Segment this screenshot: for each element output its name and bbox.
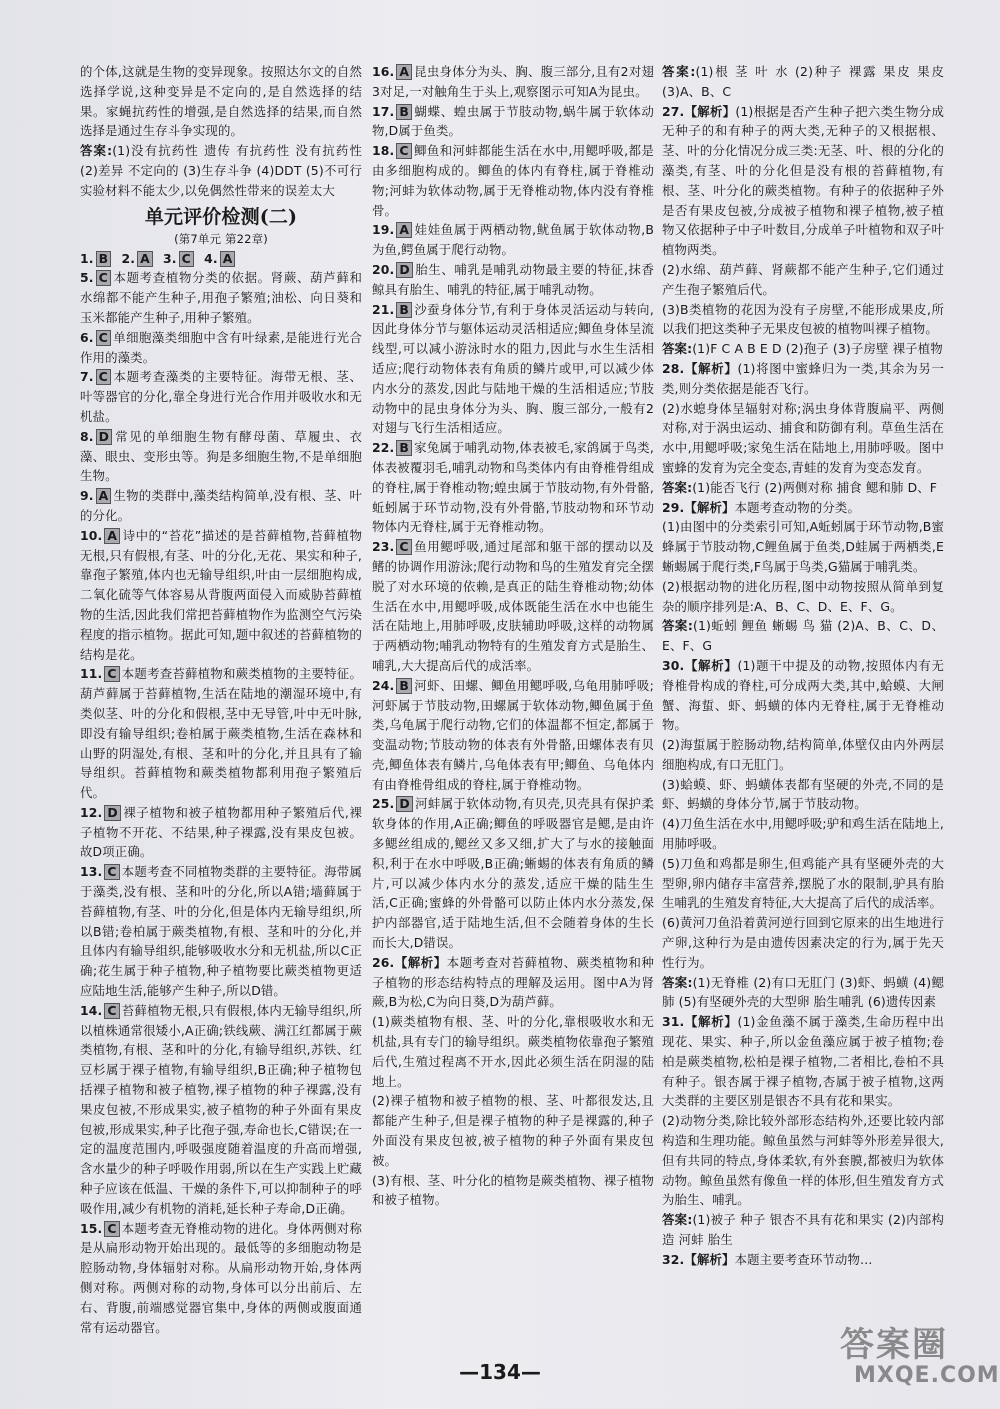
- question-24: 24. B 河虾、田螺、鲫鱼用鳃呼吸,乌龟用肺呼吸;河虾属于节肢动物,田螺属于软体动物,鲫鱼属于鱼类,乌龟属于爬行动物,它们的体温都不恒定,都属于变温动物;节肢动物的体表有外骨骼,田螺体表有贝壳,鲫鱼体表有鳞片,乌龟体表有甲;鲫鱼、乌龟体内有由脊椎骨组成的脊柱,属于脊椎动物。: [372, 677, 654, 792]
- answer-box: C: [96, 330, 111, 346]
- answer-row-1-4: 1. B 2. A 3. C 4. A: [80, 249, 362, 269]
- question-22: 22. B 家兔属于哺乳动物,体表被毛,家鸽属于鸟类,体表被覆羽毛,哺乳动物和鸟类体内有由脊椎骨组成的脊柱,属于脊椎动物;蝗虫属于节肢动物,有外骨骼,蚯蚓属于环节动物,没有外骨骼,节肢动物和环节动物体内无脊柱,属于无脊椎动物。: [372, 440, 654, 535]
- question-29-answer: 答案:(1)蚯蚓 鲤鱼 蜥蜴 鸟 猫 (2)A、B、C、D、E、F、G: [662, 618, 945, 654]
- question-27-part: (2)水绵、葫芦藓、肾蕨都不能产生种子,它们通过产生孢子繁殖后代。: [662, 261, 944, 297]
- answer-box: C: [179, 251, 194, 267]
- question-26-part: (3)有根、茎、叶分化的植物是蕨类植物、裸子植物和被子植物。: [372, 1172, 654, 1208]
- answer-box: B: [396, 302, 412, 318]
- question-28-part: (2)水螅身体呈辐射对称;涡虫身体背腹扁平、两侧对称,对于涡虫运动、捕食和防御有利。草鱼生活在水中,用鳃呼吸;家兔生活在陆地上,用肺呼吸。图中蜜蜂的发育为完全变态,青蛙的发育为变态发育。: [662, 400, 944, 475]
- question-28: 28.【解析】(1)将图中蜜蜂归为一类,其余为另一类,则分类依据是能否飞行。: [662, 360, 944, 396]
- question-31-part: (2)动物分类,除比较外部形态结构外,还要比较内部构造和生理功能。鲸鱼虽然与河蚌等外形差异很大,但有共同的特点,身体柔软,有外套膜,都被归为软体动物。鲸鱼虽然有像鱼一样的体形,但生殖发育方式为胎生、哺乳。: [662, 1113, 944, 1208]
- question-21: 21. B 沙蚕身体分节,有利于身体灵活运动与转向,因此身体分节与躯体运动灵活相适应;鲫鱼身体呈流线型,可以减小游泳时水的阻力,因此与水生生活相适应;爬行动物体表有角质的鳞片或甲,可以减少体内水分的蒸发,因此与陆地干燥的生活相适应;节肢动物中的昆虫身体分为头、胸、腹三部分,一般有2对翅与飞行生活相适应。: [372, 301, 654, 436]
- question-29-part: (1)由图中的分类索引可知,A蚯蚓属于环节动物,B蜜蜂属于节肢动物,C鲤鱼属于鱼类,D蛙属于两栖类,E蜥蜴属于爬行类,F鸟属于鸟类,G猫属于哺乳类。: [662, 519, 944, 574]
- answer-box: C: [104, 666, 119, 682]
- question-25: 25. D 河蚌属于软体动物,有贝壳,贝壳具有保护柔软身体的作用,A正确;鲫鱼的呼吸器官是鳃,是由许多鳃丝组成的,鳃丝又多又细,扩大了与水的接触面积,利于在水中呼吸,B正确;蜥蜴的体表有角质的鳞片,可以减少体内水分的蒸发,适应干燥的陆生生活,C正确;蜜蜂的外骨骼可以防止体内水分蒸发,保护内部器官,适于陆地生活,但不会随着身体的生长而长大,D错误。: [372, 796, 654, 951]
- question-27: 27.【解析】(1)根据是否产生种子把六类生物分成无种子的和有种子的两大类,无种子的又根据根、茎、叶的分化情况分成三类:无茎、叶、根的分化的藻类,有茎、叶的分化但是没有根的苔藓植物,有根、茎、叶分化的蕨类植物。有种子的依据种子外是否有果皮包被,分成被子植物和裸子植物,被子植物又依据种子中子叶数目,分成单子叶植物和双子叶植物两类。: [662, 103, 944, 258]
- answer-box: C: [104, 864, 119, 880]
- answer-box: C: [396, 143, 411, 159]
- question-26-part: (1)蕨类植物有根、茎、叶的分化,靠根吸收水和无机盐,具有专门的输导组织。蕨类植物依靠孢子繁殖后代,生殖过程离不开水,因此必须生活在阴湿的陆地上。: [372, 1014, 654, 1089]
- answer-box: B: [396, 678, 412, 694]
- question-8: 8. D 常见的单细胞生物有酵母菌、草履虫、衣藻、眼虫、变形虫等。狗是多细胞生物,不是单细胞生物。: [80, 428, 362, 484]
- question-10: 10. A 诗中的“苔花”描述的是苔藓植物,苔藓植物无根,只有假根,有茎、叶的分化,无花、果实和种子,靠孢子繁殖,体内也无输导组织,叶由一层细胞构成,二氧化硫等气体容易从背腹两面侵入而威胁苔藓植物的生活,因此我们常把苔藓植物作为监测空气污染程度的指示植物。据此可知,题中叙述的苔藓植物的结构是花。: [80, 527, 362, 662]
- section-title: 单元评价检测(二): [144, 205, 298, 228]
- question-20: 20. D 胎生、哺乳是哺乳动物最主要的特征,抹香鲸具有胎生、哺乳的特征,属于哺乳动物。: [372, 261, 654, 297]
- answer-box: B: [396, 440, 412, 456]
- watermark-text: 答案圈: [840, 1325, 948, 1365]
- column-right: [662, 62, 944, 1270]
- question-32: 32.【解析】本题主要考查环节动物…: [662, 1251, 873, 1267]
- answer-box: D: [96, 429, 112, 445]
- question-31: 31.【解析】(1)金鱼藻不属于藻类,生命历程中出现花、果实、种子,所以金鱼藻应属于被子植物;卷柏是蕨类植物,松柏是裸子植物,二者相比,卷柏不具有种子。银杏属于裸子植物,杏属于被子植物,这两大类群的主要区别是银杏不具有花和果实。: [662, 1014, 944, 1109]
- answer-box: D: [396, 262, 412, 278]
- column-middle: [372, 62, 654, 1210]
- question-26-answer: 答案:(1)根 茎 叶 水 (2)种子 裸露 果皮 果皮 (3)A、B、C: [662, 64, 944, 99]
- question-13: 13. C 本题考查不同植物类群的主要特征。海带属于藻类,没有根、茎和叶的分化,所以A错;墙藓属于苔藓植物,有茎、叶的分化,但是体内无输导组织,所以B错;卷柏属于蕨类植物,有根、茎和叶的分化,并且体内有输导组织,能够吸收水分和无机盐,所以C正确;花生属于种子植物,种子植物要比蕨类植物更适应陆地生活,能够产生种子,所以D错。: [80, 864, 362, 999]
- question-23: 23. C 鱼用鳃呼吸,通过尾部和躯干部的摆动以及鳍的协调作用游泳;爬行动物和鸟的生殖发育完全摆脱了对水环境的依赖,是真正的陆生脊椎动物;幼体生活在水中,用鳃呼吸,成体既能生活在水中也能生活在陆地上,用肺呼吸,皮肤辅助呼吸,这样的动物属于两栖动物;哺乳动物特有的生殖发育方式是胎生、哺乳,大大提高后代的成活率。: [372, 539, 654, 673]
- question-9: 9. A 生物的类群中,藻类结构简单,没有根、茎、叶的分化。: [80, 488, 362, 523]
- question-26: 26.【解析】本题考查对苔藓植物、蕨类植物和种子植物的形态结构特点的理解及运用。图中A为肾蕨,B为松,C为向日葵,D为葫芦藓。: [372, 954, 654, 1010]
- question-30-part: (2)海蜇属于腔肠动物,结构简单,体壁仅由内外两层细胞构成,有口无肛门。: [662, 737, 944, 772]
- question-7: 7. C 本题考查藻类的主要特征。海带无根、茎、叶等器官的分化,靠全身进行光合作用并吸收水和无机盐。: [80, 369, 362, 424]
- question-29: 29.【解析】本题考查动物的分类。: [662, 499, 860, 515]
- question-30: 30.【解析】(1)题干中提及的动物,按照体内有无脊椎骨构成的脊柱,可分成两大类,其中,蛤蟆、大闸蟹、海蜇、虾、蚂蟥的体内无脊柱,属于无脊椎动物。: [662, 657, 944, 733]
- question-30-part: (6)黄河刀鱼沿着黄河逆行回到它原来的出生地进行产卵,这种行为是由遗传因素决定的行为,属于先天性行为。: [662, 915, 944, 970]
- question-17: 17. B 蝴蝶、蝗虫属于节肢动物,蜗牛属于软体动物,D属于鱼类。: [372, 103, 654, 139]
- answer-box: B: [96, 251, 112, 267]
- answer-box: A: [96, 488, 112, 504]
- answer-box: B: [396, 104, 412, 120]
- question-16: 16. A 昆虫身体分为头、胸、腹三部分,且有2对翅3对足,一对触角生于头上,观察图示可知A为昆虫。: [372, 64, 654, 99]
- question-15: 15. C 本题考查无脊椎动物的进化。身体两侧对称是从扁形动物开始出现的。最低等的多细胞动物是腔肠动物,身体辐射对称。从扁形动物开始,身体两侧对称。两侧对称的动物,身体可以分出前后、左右、背腹,前端感觉器官集中,身体的两侧或腹面通常有运动器官。: [80, 1220, 362, 1335]
- answer-box: D: [104, 805, 120, 821]
- answer-box: D: [396, 796, 412, 812]
- answer-box: C: [96, 369, 111, 385]
- carryover-answer: 答案:(1)没有抗药性 遗传 有抗药性 没有抗药性 (2)差异 不定向的 (3)生存斗争 (4)DDT (5)不可行 实验材料不能太少,以免偶然性带来的误差太大: [80, 143, 363, 198]
- answer-box: A: [396, 64, 412, 80]
- question-31-answer: 答案:(1)被子 种子 银杏不具有花和果实 (2)内部构造 河蚌 胎生: [662, 1212, 944, 1248]
- section-subtitle: (第7单元 第22章): [174, 231, 268, 246]
- answer-box: A: [396, 222, 412, 238]
- question-30-answer: 答案:(1)无脊椎 (2)有口无肛门 (3)虾、蚂蟥 (4)鳃 肺 (5)有坚硬外壳的大型卵 胎生哺乳 (6)遗传因素: [662, 974, 944, 1010]
- answer-box: A: [220, 251, 236, 267]
- answer-box: C: [104, 1221, 119, 1237]
- question-28-answer: 答案:(1)能否飞行 (2)两侧对称 捕食 鳃和肺 D、F: [662, 479, 938, 495]
- question-27-part: (3)B类植物的花因为没有子房壁,不能形成果皮,所以我们把这类种子无果皮包被的植物叫裸子植物。: [662, 301, 944, 337]
- question-30-part: (5)刀鱼和鸡都是卵生,但鸡能产具有坚硬外壳的大型卵,卵内储存丰富营养,摆脱了水的限制,驴具有胎生哺乳的生殖发育特征,大大提高了后代的成活率。: [662, 855, 944, 911]
- question-5: 5. C 本题考查植物分类的依据。肾蕨、葫芦藓和水绵都不能产生种子,用孢子繁殖;油松、向日葵和玉米都能产生种子,用种子繁殖。: [80, 270, 362, 325]
- answer-box: A: [137, 251, 153, 267]
- question-30-part: (4)刀鱼生活在水中,用鳃呼吸;驴和鸡生活在陆地上,用肺呼吸。: [662, 816, 944, 852]
- question-6: 6. C 单细胞藻类细胞中含有叶绿素,是能进行光合作用的藻类。: [80, 329, 362, 365]
- question-30-part: (3)蛤蟆、虾、蚂蟥体表都有坚硬的外壳,不同的是虾、蚂蟥的身体分节,属于节肢动物。: [662, 776, 944, 812]
- answer-box: C: [96, 270, 111, 286]
- question-29-part: (2)根据动物的进化历程,图中动物按照从简单到复杂的顺序排列是:A、B、C、D、E、F、G。: [662, 578, 944, 614]
- answer-box: C: [104, 1003, 119, 1019]
- question-11: 11. C 本题考查苔藓植物和蕨类植物的主要特征。葫芦藓属于苔藓植物,生活在陆地的潮湿环境中,有类似茎、叶的分化和假根,茎中无导管,叶中无叶脉,即没有输导组织;卷柏属于蕨类植物,生活在森林和山野的阴湿处,有根、茎和叶的分化,并且具有了输导组织。苔藓植物和蕨类植物都利用孢子繁殖后代。: [80, 666, 362, 801]
- question-19: 19. A 娃娃鱼属于两栖动物,鱿鱼属于软体动物,B为鱼,鳄鱼属于爬行动物。: [372, 222, 654, 258]
- page-number: —134—: [459, 1360, 541, 1384]
- watermark-url: MXQE.COM: [854, 1363, 1000, 1388]
- watermark-logo: [834, 1311, 1000, 1399]
- column-left: [80, 62, 362, 1337]
- answer-box: C: [396, 539, 411, 555]
- carryover-paragraph: 的个体,这就是生物的变异现象。按照达尔文的自然选择学说,这种变异是不定向的,是自然选择的结果。家蝇抗药性的增强,是自然选择的结果,而自然选择是通过生存斗争实现的。: [80, 64, 362, 139]
- question-18: 18. C 鲫鱼和河蚌都能生活在水中,用鳃呼吸,都是由多细胞构成的。鲫鱼的体内有脊柱,属于脊椎动物;河蚌为软体动物,属于无脊椎动物,体内没有脊椎骨。: [372, 143, 654, 218]
- question-26-part: (2)裸子植物和被子植物的根、茎、叶都很发达,且都能产生种子,但是裸子植物的种子是裸露的,种子外面没有果皮包被,被子植物的种子外面有果皮包被。: [372, 1093, 654, 1168]
- question-14: 14. C 苔藓植物无根,只有假根,体内无输导组织,所以植株通常很矮小,A正确;铁线蕨、满江红都属于蕨类植物,有根、茎和叶的分化,有输导组织,苏铁、红豆杉属于裸子植物,有输导组织,B正确;种子植物包括裸子植物和被子植物,裸子植物的种子裸露,没有果皮包被,不形成果实,被子植物的种子外面有果皮包被,形成果实,种子比孢子强,寿命也长,C错误;在一定的温度范围内,呼吸强度随着温度的升高而增强,含水量少的种子呼吸作用弱,所以在生产实践上贮藏种子应该在低温、干燥的条件下,可以抑制种子的呼吸作用,减少有机物的消耗,延长种子寿命,D正确。: [80, 1002, 362, 1216]
- question-12: 12. D 裸子植物和被子植物都用种子繁殖后代,裸子植物不开花、不结果,种子裸露,没有果皮包被。故D项正确。: [80, 804, 362, 860]
- question-27-answer: 答案:(1)F C A B E D (2)孢子 (3)子房壁 裸子植物: [662, 341, 943, 357]
- answer-box: A: [104, 528, 120, 544]
